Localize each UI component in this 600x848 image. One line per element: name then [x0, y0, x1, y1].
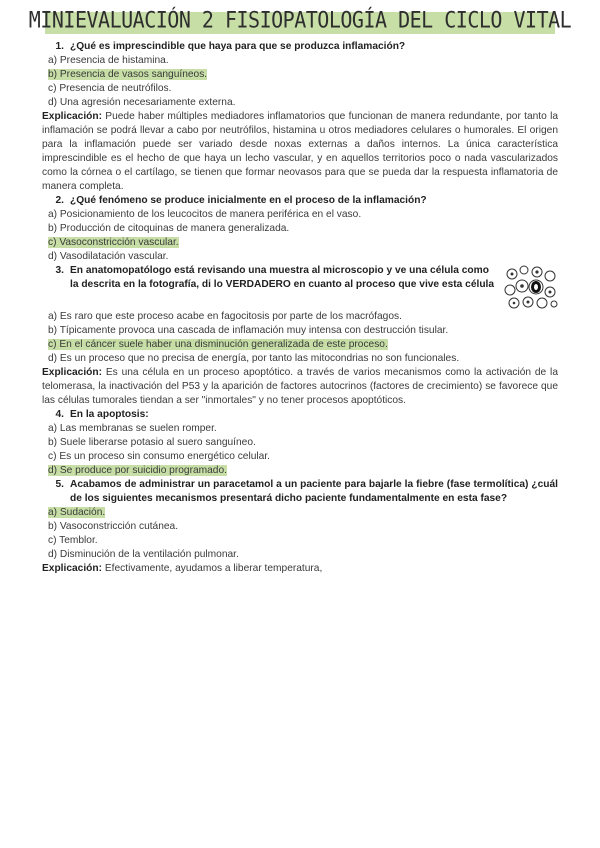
- apoptotic-cell-illustration: [504, 264, 558, 310]
- option-4c: c) Es un proceso sin consumo energético celular.: [48, 451, 270, 462]
- explanation-3: Explicación: Es una célula en un proceso apoptótico. a través de varios mecanismos como la activación de la telomerasa, la inactivación del P53 y la aparición de factores autocrinos (factores de crecimiento) se favorece que las células tumorales tiendan a ser "inmortales" y no tener procesos apoptóticos.: [42, 367, 558, 406]
- option-5b: b) Vasoconstricción cutánea.: [48, 521, 179, 532]
- question-5: 5. Acabamos de administrar un paracetamol a un paciente para bajarle la fiebre (fase termolítica) ¿cuál de los siguientes mecanismos presentará dicho paciente fundamentalmente en esta fase?: [55, 479, 558, 504]
- option-3a: a) Es raro que este proceso acabe en fagocitosis por parte de los macrófagos.: [48, 311, 402, 322]
- option-2d: d) Vasodilatación vascular.: [48, 251, 169, 262]
- question-3-block: [42, 264, 558, 310]
- option-1a: a) Presencia de histamina.: [48, 55, 169, 66]
- option-4b: b) Suele liberarse potasio al suero sanguíneo.: [48, 437, 256, 448]
- question-3: 3. En anatomopatólogo está revisando una muestra al microscopio y ve una célula como la descrita en la fotografía, di lo VERDADERO en cuanto al proceso que vive esta célula: [55, 265, 495, 290]
- document-body: [42, 40, 558, 576]
- explanation-1: Explicación: Puede haber múltiples mediadores inflamatorios que funcionan de manera redundante, por tanto la inflamación se podrá llevar a cabo por neutrófilos, histamina u otros mediadores celulares o humorales. El origen para la inflamación puede ser variado desde noxas externas a daños internos. La única característica imprescindible es el hecho de que haya un lecho vascular, y en aquellos territorios poco o nada vascularizados como la córnea o el cartílago, se tienen que formar neovasos para que se pueda dar la respuesta inflamatoria de manera completa.: [42, 111, 558, 192]
- option-4d-correct: d) Se produce por suicidio programado.: [48, 465, 227, 476]
- option-5c: c) Temblor.: [48, 535, 98, 546]
- option-5d: d) Disminución de la ventilación pulmonar.: [48, 549, 239, 560]
- option-2a: a) Posicionamiento de los leucocitos de manera periférica en el vaso.: [48, 209, 362, 220]
- option-2c-marked: c) Vasoconstricción vascular.: [48, 237, 179, 248]
- option-4a: a) Las membranas se suelen romper.: [48, 423, 217, 434]
- option-1d: d) Una agresión necesariamente externa.: [48, 97, 236, 108]
- page-title: MINIEVALUACIÓN 2 FISIOPATOLOGÍA DEL CICLO VITAL: [28, 6, 572, 34]
- question-2: 2. ¿Qué fenómeno se produce inicialmente en el proceso de la inflamación?: [55, 195, 427, 206]
- question-4: 4. En la apoptosis:: [55, 409, 149, 420]
- option-1b-correct: b) Presencia de vasos sanguíneos.: [48, 69, 208, 80]
- option-3c-correct: c) En el cáncer suele haber una disminución generalizada de este proceso.: [48, 339, 388, 350]
- option-2b: b) Producción de citoquinas de manera generalizada.: [48, 223, 290, 234]
- option-5a-correct: a) Sudación.: [48, 507, 106, 518]
- question-1: 1. ¿Qué es imprescindible que haya para que se produzca inflamación?: [55, 41, 406, 52]
- option-3d: d) Es un proceso que no precisa de energía, por tanto las mitocondrias no son funcionales.: [48, 353, 460, 364]
- option-3b: b) Típicamente provoca una cascada de inflamación muy intensa con destrucción tisular.: [48, 325, 449, 336]
- option-1c: c) Presencia de neutrófilos.: [48, 83, 172, 94]
- explanation-5: Explicación: Efectivamente, ayudamos a liberar temperatura,: [42, 563, 323, 574]
